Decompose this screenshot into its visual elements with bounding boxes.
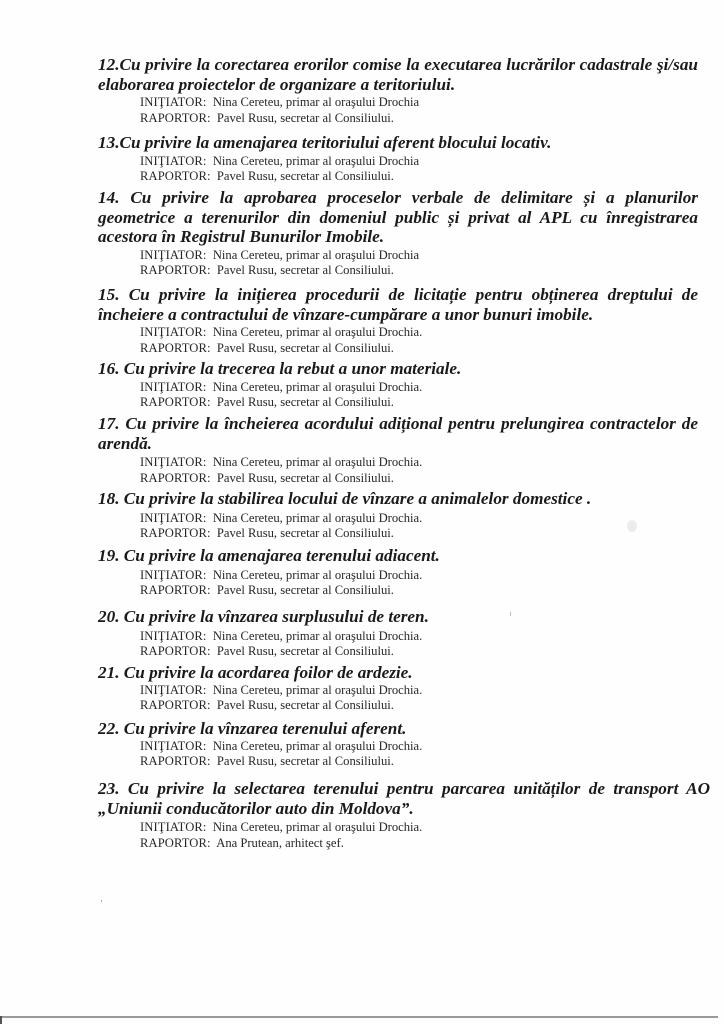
agenda-item-20: [98, 607, 698, 660]
agenda-item-title: 15. Cu privire la inițierea procedurii de licitație pentru obținerea dreptului de încheiere a contractului de vînzare-cumpărare a unor bunuri imobile.: [98, 285, 699, 324]
raportor-line: RAPORTOR: Pavel Rusu, secretar al Consiliului.: [140, 110, 394, 125]
raportor-line: RAPORTOR: Pavel Rusu, secretar al Consiliului.: [140, 583, 394, 598]
agenda-item-title: 19. Cu privire la amenajarea terenului adiacent.: [98, 546, 440, 565]
scan-speck: [510, 612, 511, 616]
initiator-line: INIŢIATOR: Nina Cereteu, primar al oraşului Drochia.: [140, 567, 423, 582]
agenda-item-title: 21. Cu privire la acordarea foilor de ardezie.: [98, 663, 413, 682]
initiator-line: INIŢIATOR: Nina Cereteu, primar al oraşului Drochia.: [140, 682, 423, 697]
raportor-line: RAPORTOR: Pavel Rusu, secretar al Consiliului.: [140, 644, 394, 659]
scan-smudge: [627, 520, 637, 532]
raportor-line: RAPORTOR: Pavel Rusu, secretar al Consiliului.: [140, 698, 394, 713]
agenda-item-19: [98, 546, 698, 599]
agenda-item-title: 17. Cu privire la încheierea acordului adițional pentru prelungirea contractelor de arendă.: [98, 414, 698, 453]
initiator-line: INIŢIATOR: Nina Cereteu, primar al oraşului Drochia.: [140, 820, 423, 834]
initiator-line: INIŢIATOR: Nina Cereteu, primar al oraşului Drochia.: [140, 738, 423, 753]
raportor-line: RAPORTOR: Pavel Rusu, secretar al Consiliului.: [140, 340, 394, 355]
agenda-item-13: [98, 133, 698, 185]
raportor-line: RAPORTOR: Pavel Rusu, secretar al Consiliului.: [140, 263, 394, 278]
agenda-item-title: 22. Cu privire la vînzarea terenului aferent.: [98, 719, 407, 738]
agenda-item-title: 18. Cu privire la stabilirea locului de vînzare a animalelor domestice .: [98, 489, 592, 508]
initiator-line: INIŢIATOR: Nina Cereteu, primar al oraşului Drochia.: [140, 628, 423, 643]
initiator-line: INIŢIATOR: Nina Cereteu, primar al oraşului Drochia.: [140, 379, 423, 394]
scan-speck: [101, 900, 102, 902]
agenda-item-title: 23. Cu privire la selectarea terenului pentru parcarea unităților de transport AO „Uniunii conducătorilor auto din Moldova”.: [98, 779, 711, 818]
agenda-item-12: [98, 55, 698, 127]
initiator-line: INIŢIATOR: Nina Cereteu, primar al oraşului Drochia: [140, 153, 420, 168]
raportor-line: RAPORTOR: Pavel Rusu, secretar al Consiliului.: [140, 754, 394, 769]
agenda-item-14: [98, 188, 698, 279]
agenda-item-title: 14. Cu privire la aprobarea proceselor verbale de delimitare și a planurilor geometrice a terenurilor din domeniul public și privat al APL cu înregistrarea acestora în Registrul Bunurilor Imobile.: [98, 188, 698, 246]
raportor-line: RAPORTOR: Pavel Rusu, secretar al Consiliului.: [140, 526, 394, 541]
agenda-item-22: [98, 719, 698, 770]
agenda-item-16: [98, 359, 698, 411]
raportor-line: RAPORTOR: Pavel Rusu, secretar al Consiliului.: [140, 169, 394, 184]
scan-border-line: [0, 1016, 718, 1018]
agenda-item-title: 13.Cu privire la amenajarea teritoriului aferent blocului locativ.: [98, 133, 552, 152]
raportor-line: RAPORTOR: Pavel Rusu, secretar al Consiliului.: [140, 470, 394, 485]
scan-border-edge: [0, 1016, 2, 1024]
agenda-item-title: 16. Cu privire la trecerea la rebut a unor materiale.: [98, 359, 462, 378]
agenda-item-17: [98, 414, 698, 487]
raportor-line: RAPORTOR: Pavel Rusu, secretar al Consiliului.: [140, 395, 394, 410]
agenda-item-18: [98, 489, 698, 542]
initiator-line: INIŢIATOR: Nina Cereteu, primar al oraşului Drochia.: [140, 510, 423, 525]
initiator-line: INIŢIATOR: Nina Cereteu, primar al oraşului Drochia.: [140, 325, 423, 339]
agenda-item-title: 20. Cu privire la vînzarea surplusului de teren.: [98, 607, 429, 626]
agenda-item-15: [98, 285, 698, 357]
agenda-item-21: [98, 663, 698, 714]
initiator-line: INIŢIATOR: Nina Cereteu, primar al oraşului Drochia.: [140, 455, 423, 469]
agenda-item-23: [98, 779, 710, 852]
agenda-item-title: 12.Cu privire la corectarea erorilor comise la executarea lucrărilor cadastrale şi/sau elaborarea proiectelor de organizare a teritoriului.: [98, 55, 698, 94]
initiator-line: INIŢIATOR: Nina Cereteu, primar al oraşului Drochia: [140, 95, 420, 109]
initiator-line: INIŢIATOR: Nina Cereteu, primar al oraşului Drochia: [140, 247, 420, 262]
raportor-line: RAPORTOR: Ana Prutean, arhitect şef.: [140, 835, 344, 850]
